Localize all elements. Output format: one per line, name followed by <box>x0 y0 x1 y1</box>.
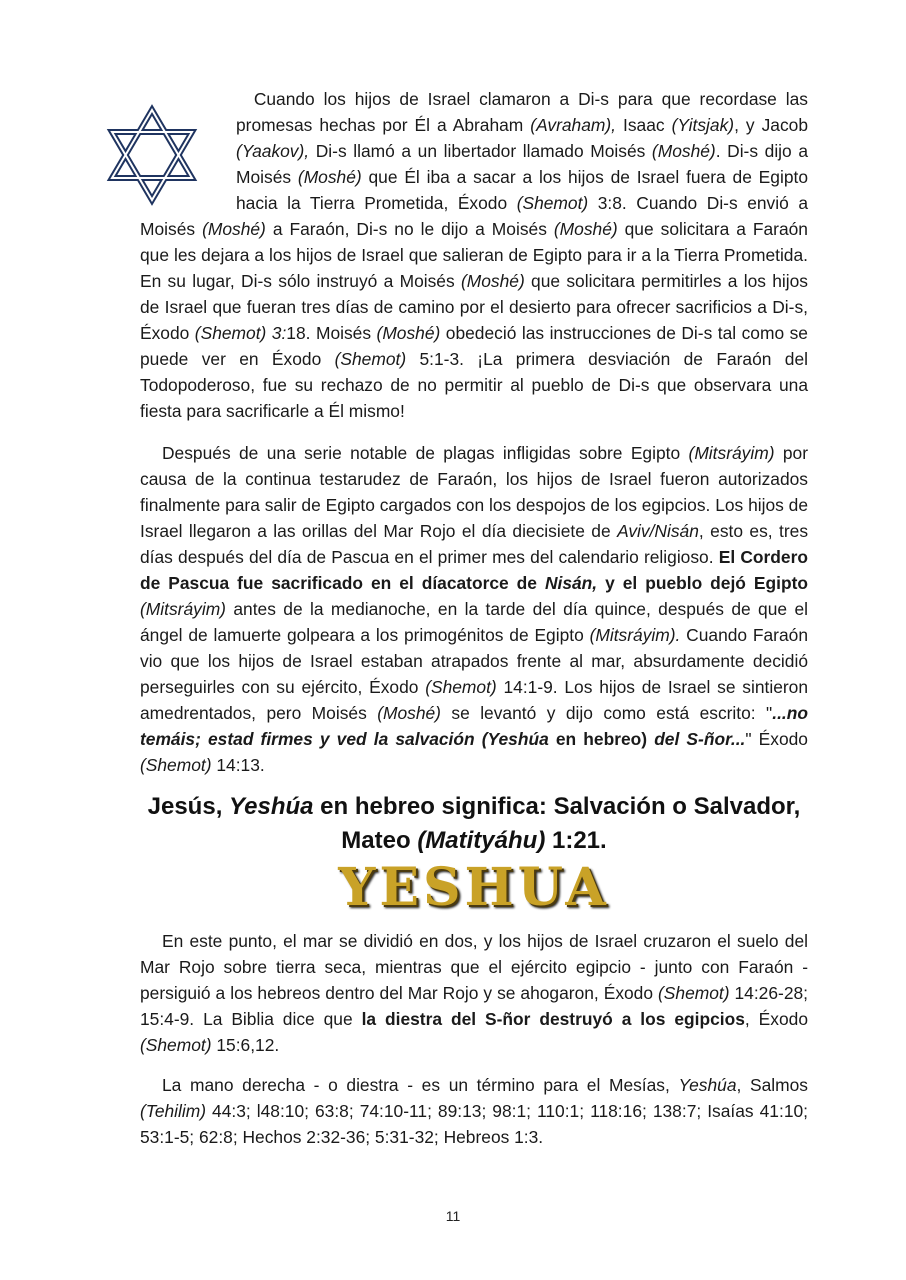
star-of-david-icon <box>140 86 236 216</box>
section-heading: Jesús, Yeshúa en hebreo significa: Salvación o Salvador, Mateo (Matityáhu) 1:21. <box>147 793 801 854</box>
page-content <box>140 86 808 1150</box>
yeshua-logo-text: YESHUA <box>338 857 610 918</box>
star-of-david-graphic <box>104 104 200 214</box>
paragraph-4: La mano derecha - o diestra - es un término para el Mesías, Yeshúa, Salmos (Tehilim) 44:3; l48:10; 63:8; 74:10-11; 89:13; 98:1; 110:1; 118:16; 138:7; Isaías 41:10; 53:1-5; 62:8; Hechos 2:32-36; 5:31-32; Hebreos 1:3. <box>140 1075 808 1147</box>
page-number: 11 <box>445 1208 461 1224</box>
paragraph-3: En este punto, el mar se dividió en dos, y los hijos de Israel cruzaron el suelo del Mar Rojo sobre tierra seca, mientras que el ejército egipcio - junto con Faraón - persiguió a los hebreos dentro del Mar Rojo y se ahogaron, Éxodo (Shemot) 14:26-28; 15:4-9. La Biblia dice que la diestra del S-ñor destruyó a los egipcios, Éxodo (Shemot) 15:6,12. <box>140 931 808 1055</box>
paragraph-2: Después de una serie notable de plagas infligidas sobre Egipto (Mitsráyim) por causa de la continua testarudez de Faraón, los hijos de Israel fueron autorizados finalmente para salir de Egipto cargados con los despojos de los egipcios. Los hijos de Israel llegaron a las orillas del Mar Rojo el día diecisiete de Aviv/Nisán, esto es, tres días después del día de Pascua en el primer mes del calendario religioso. El Cordero de Pascua fue sacrificado en el díacatorce de Nisán, y el pueblo dejó Egipto (Mitsráyim) antes de la medianoche, en la tarde del día quince, después de que el ángel de lamuerte golpeara a los primogénitos de Egipto (Mitsráyim). Cuando Faraón vio que los hijos de Israel estaban atrapados frente al mar, absurdamente decidió perseguirles con su ejército, Éxodo (Shemot) 14:1-9. Los hijos de Israel se sintieron amedrentados, pero Moisés (Moshé) se levantó y dijo como está escrito: "...no temáis; estad firmes y ved la salvación (Yeshúa en hebreo) del S-ñor..." Éxodo (Shemot) 14:13. <box>140 443 809 775</box>
paragraph-1: Cuando los hijos de Israel clamaron a Di-s para que recordase las promesas hechas por Él a Abraham (Avraham), Isaac (Yitsjak), y Jacob (Yaakov), Di-s llamó a un libertador llamado Moisés (Moshé). Di-s dijo a Moisés (Moshé) que Él iba a sacar a los hijos de Israel fuera de Egipto hacia la Tierra Prometida, Éxodo (Shemot) 3:8. Cuando Di-s envió a Moisés (Moshé) a Faraón, Di-s no le dijo a Moisés (Moshé) que solicitara a Faraón que les dejara a los hijos de Israel que salieran de Egipto para ir a la Tierra Prometida. En su lugar, Di-s sólo instruyó a Moisés (Moshé) que solicitara permitirles a los hijos de Israel que fueran tres días de camino por el desierto para ofrecer sacrificios a Di-s, Éxodo (Shemot) 3:18. Moisés (Moshé) obedeció las instrucciones de Di-s tal como se puede ver en Éxodo (Shemot) 5:1-3. ¡La primera desviación de Faraón del Todopoderoso, fue su rechazo de no permitir al pueblo de Di-s que observara una fiesta para sacrificarle a Él mismo! <box>140 89 809 421</box>
yeshua-logo <box>140 857 808 918</box>
